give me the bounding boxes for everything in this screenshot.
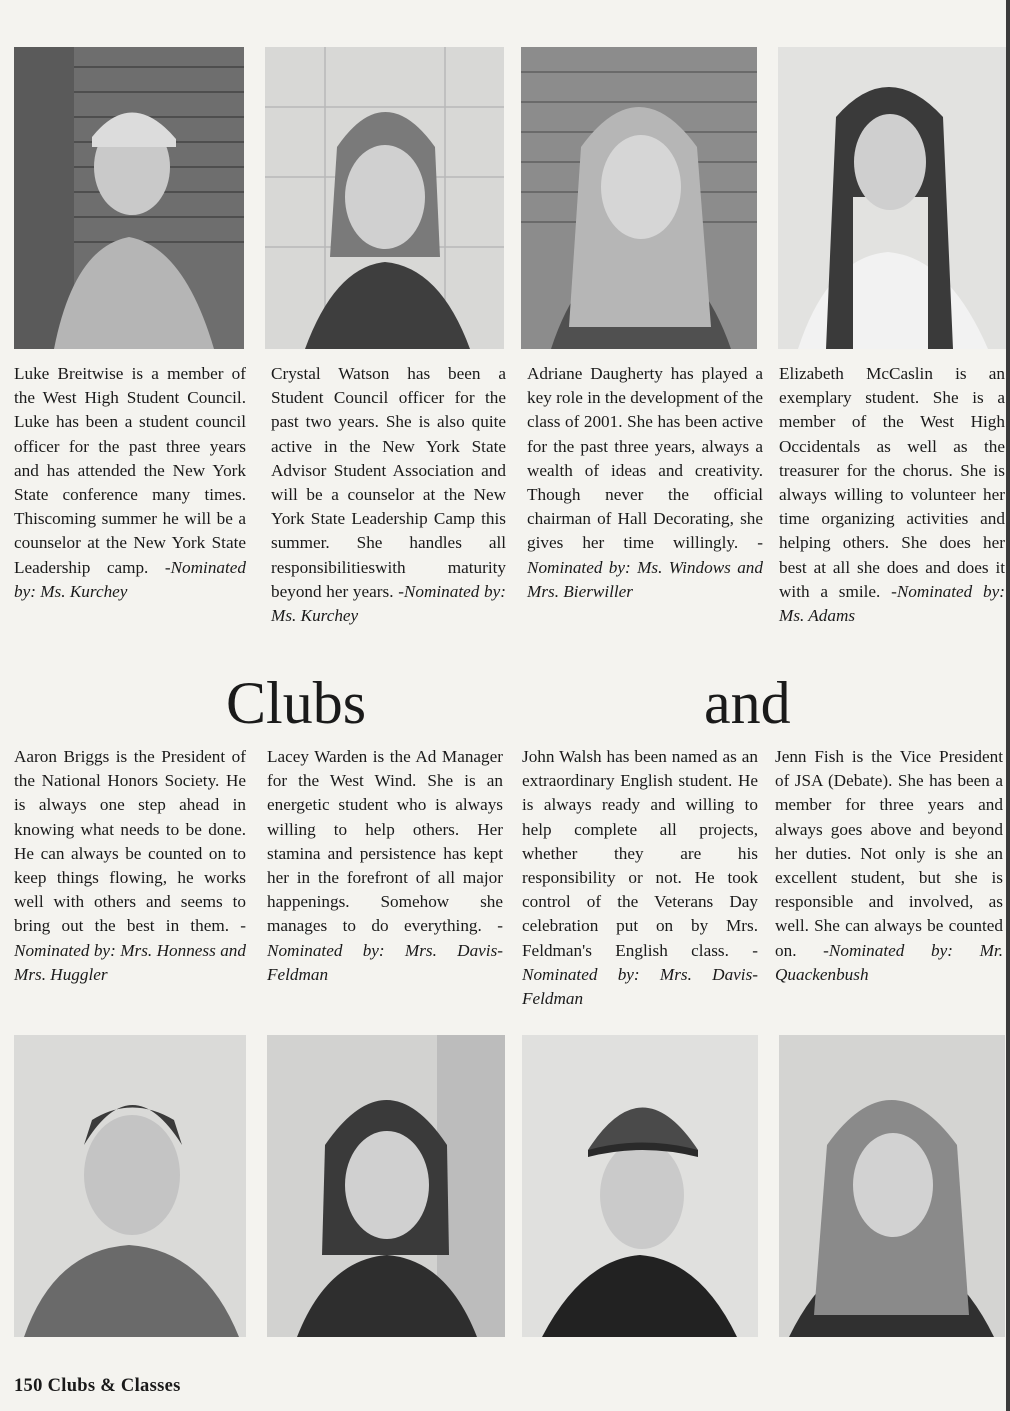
photo-luke-breitwise — [14, 47, 244, 349]
caption-crystal-watson — [271, 362, 506, 628]
caption-adriane-daugherty — [527, 362, 763, 604]
bio-text: Jenn Fish is the Vice President of JSA (Debate). She has been a member for three years and always goes above and beyond her duties. Not only is she an excellent student, but she is responsible and involved, as well. She can always be counted on. — [775, 747, 1003, 960]
nominated-by: Nominated by: Mrs. Honness and Mrs. Huggler — [14, 940, 246, 984]
page-number: 150 — [14, 1376, 43, 1396]
page-footer — [14, 1376, 181, 1397]
photo-aaron-briggs — [14, 1035, 246, 1337]
bio-text: John Walsh has been named as an extraordinary English student. He is always ready and willing to help complete all projects, whether they are his responsibility or not. He took control of the Veterans Day celebration put on by Mrs. Feldman's English class. — [522, 747, 758, 960]
caption-luke-breitwise — [14, 362, 246, 604]
nominated-by: -Nominated by: Mr. Quackenbush — [775, 940, 1003, 984]
nominated-by: -Nominated by: Ms. Windows and Mrs. Bierwiller — [527, 533, 763, 601]
nominated-by: -Nominated by: Ms. Kurchey — [14, 557, 246, 601]
headline-and: and — [704, 670, 791, 736]
bio-text: Adriane Daugherty has played a key role in the development of the class of 2001. She has been active for the past three years, always a wealth of ideas and creativity. Though never the official chairman of Hall Decorating, she gives her time willingly. — [527, 364, 763, 553]
section-title: Clubs & Classes — [47, 1376, 181, 1396]
photo-jenn-fish — [779, 1035, 1005, 1337]
bio-text: Elizabeth McCaslin is an exemplary student. She is a member of the West High Occidentals as well as the treasurer for the chorus. She is always willing to volunteer her time organizing activities and helping others. She does her best at all she does and does it with a smile. — [779, 364, 1005, 601]
nominated-by: -Nominated by: Mrs. Davis-Feldman — [522, 940, 758, 1009]
photo-adriane-daugherty — [521, 47, 757, 349]
caption-elizabeth-mccaslin — [779, 362, 1005, 628]
caption-aaron-briggs — [14, 745, 246, 987]
bio-text: Luke Breitwise is a member of the West High Student Council. Luke has been a student council officer for the past three years and has attended the New York State conference many times. Thiscoming summer he will be a counselor at the New York State Leadership camp. — [14, 364, 246, 577]
caption-lacey-warden — [267, 745, 503, 987]
photo-lacey-warden — [267, 1035, 505, 1337]
photo-elizabeth-mccaslin — [778, 47, 1006, 349]
photo-crystal-watson — [265, 47, 504, 349]
nominated-by: -Nominated by: Mrs. Davis-Feldman — [267, 916, 503, 984]
caption-john-walsh — [522, 745, 758, 1011]
caption-jenn-fish — [775, 745, 1003, 987]
nominated-by: -Nominated by: Ms. Adams — [779, 581, 1005, 626]
headline-clubs: Clubs — [226, 670, 367, 736]
bio-text: Aaron Briggs is the President of the National Honors Society. He is always one step ahead in knowing what needs to be done. He can always be counted on to keep things flowing, he works well with others and seems to bring out the best in them. - — [14, 747, 246, 936]
bio-text: Crystal Watson has been a Student Council officer for the past two years. She is also quite active in the New York State Advisor Student Association and will be a counselor at the New York State Leadership Camp this summer. She handles all responsibilitieswith maturity beyond her years. — [271, 364, 506, 601]
page-edge-shadow — [1006, 0, 1010, 1411]
bio-text: Lacey Warden is the Ad Manager for the West Wind. She is an energetic student who is always willing to help others. Her stamina and persistence has kept her in the forefront of all major happenings. Somehow she manages to do everything. — [267, 747, 503, 936]
photo-john-walsh — [522, 1035, 758, 1337]
nominated-by: -Nominated by: Ms. Kurchey — [271, 581, 506, 626]
